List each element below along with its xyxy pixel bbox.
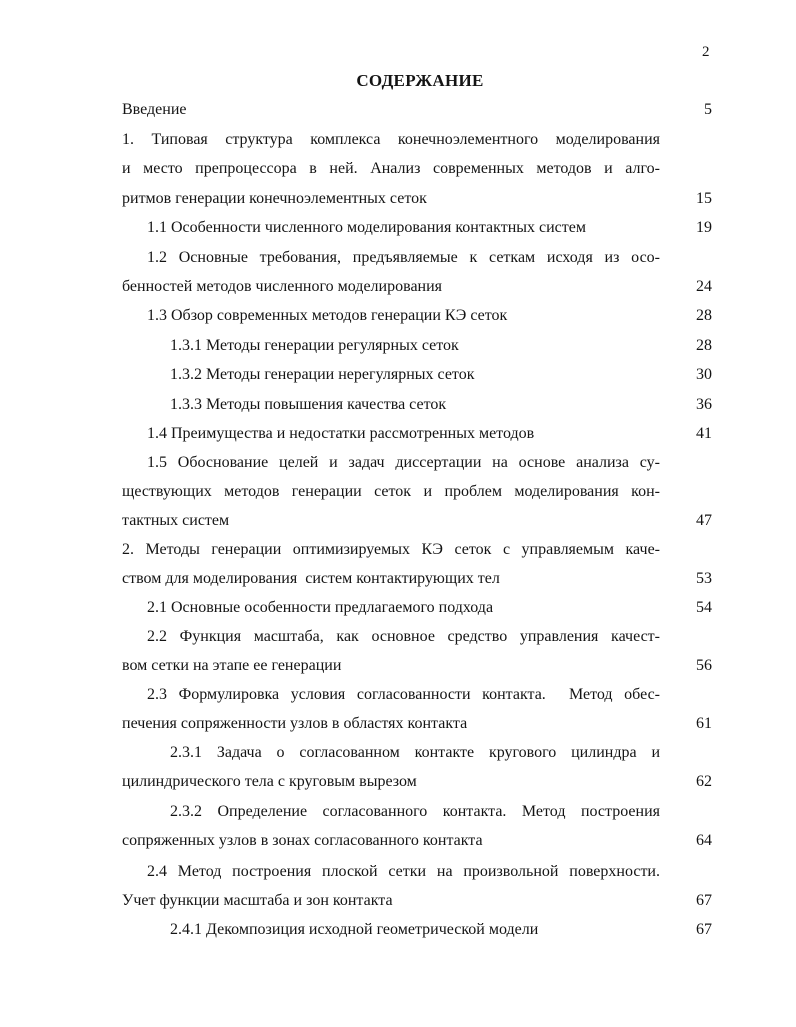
toc-entry-text: 2.4.1 Декомпозиция исходной геометрической модели xyxy=(170,921,539,938)
toc-entry-page: 28 xyxy=(696,307,712,324)
toc-entry-text: цилиндрического тела с круговым вырезом xyxy=(122,773,417,790)
toc-entry-page: 36 xyxy=(696,396,712,413)
toc-entry-text: сопряженных узлов в зонах согласованного контакта xyxy=(122,832,483,849)
toc-entry-text: ществующих методов генерации сеток и проблем моделирования кон- xyxy=(122,483,660,500)
toc-entry-page: 5 xyxy=(704,101,712,118)
page-title: СОДЕРЖАНИЕ xyxy=(356,71,484,90)
toc-entry-page: 19 xyxy=(696,219,712,236)
toc-entry-page: 15 xyxy=(696,190,712,207)
toc-entry-page: 61 xyxy=(696,715,712,732)
toc-entry-page: 56 xyxy=(696,657,712,674)
toc-entry-text: Учет функции масштаба и зон контакта xyxy=(122,892,393,909)
toc-entry-text: 2. Методы генерации оптимизируемых КЭ сеток с управляемым каче- xyxy=(122,541,660,558)
toc-entry-page: 24 xyxy=(696,278,712,295)
toc-entry-page: 67 xyxy=(696,892,712,909)
toc-entry-text: вом сетки на этапе ее генерации xyxy=(122,657,342,674)
toc-entry-page: 67 xyxy=(696,921,712,938)
toc-entry-text: 2.3.1 Задача о согласованном контакте кругового цилиндра и xyxy=(170,744,660,761)
toc-entry-text: 1.3 Обзор современных методов генерации КЭ сеток xyxy=(147,307,508,324)
toc-entry-text: 1.4 Преимущества и недостатки рассмотренных методов xyxy=(147,425,535,442)
toc-entry-text: 1.5 Обоснование целей и задач диссертации на основе анализа су- xyxy=(147,454,660,471)
toc-entry-page: 62 xyxy=(696,773,712,790)
toc-entry-text: 1.1 Особенности численного моделирования контактных систем xyxy=(147,219,586,236)
toc-entry-text: 1.2 Основные требования, предъявляемые к сеткам исходя из осо- xyxy=(147,249,660,266)
toc-entry-text: и место препроцессора в ней. Анализ современных методов и алго- xyxy=(122,160,660,177)
toc-entry-page: 54 xyxy=(696,599,712,616)
toc-entry-text: 1.3.3 Методы повышения качества сеток xyxy=(170,396,447,413)
toc-entry-text: печения сопряженности узлов в областях контакта xyxy=(122,715,468,732)
toc-entry-text: бенностей методов численного моделирования xyxy=(122,278,443,295)
toc-entry-text: ритмов генерации конечноэлементных сеток xyxy=(122,190,427,207)
toc-entry-page: 53 xyxy=(696,570,712,587)
toc-entry-text: 1.3.2 Методы генерации нерегулярных сеток xyxy=(170,366,475,383)
toc-entry-text: 2.3 Формулировка условия согласованности контакта. Метод обес- xyxy=(147,686,660,703)
toc-entry-text: тактных систем xyxy=(122,512,230,529)
toc-entry-text: 1.3.1 Методы генерации регулярных сеток xyxy=(170,337,459,354)
toc-entry-text: 2.1 Основные особенности предлагаемого подхода xyxy=(147,599,494,616)
toc-entry-page: 28 xyxy=(696,337,712,354)
toc-entry-text: 2.4 Метод построения плоской сетки на произвольной поверхности. xyxy=(147,863,660,880)
toc-entry-text: 1. Типовая структура комплекса конечноэлементного моделирования xyxy=(122,131,660,148)
toc-entry-page: 47 xyxy=(696,512,712,529)
toc-entry-page: 41 xyxy=(696,425,712,442)
toc-entry-text: ством для моделирования систем контактирующих тел xyxy=(122,570,500,587)
toc-entry-page: 30 xyxy=(696,366,712,383)
toc-entry-text: 2.3.2 Определение согласованного контакта. Метод построения xyxy=(170,803,660,820)
toc-entry-page: 64 xyxy=(696,832,712,849)
toc-entry-text: 2.2 Функция масштаба, как основное средство управления качест- xyxy=(147,628,660,645)
toc-entry-text: Введение xyxy=(122,101,187,118)
page-number: 2 xyxy=(702,44,710,60)
